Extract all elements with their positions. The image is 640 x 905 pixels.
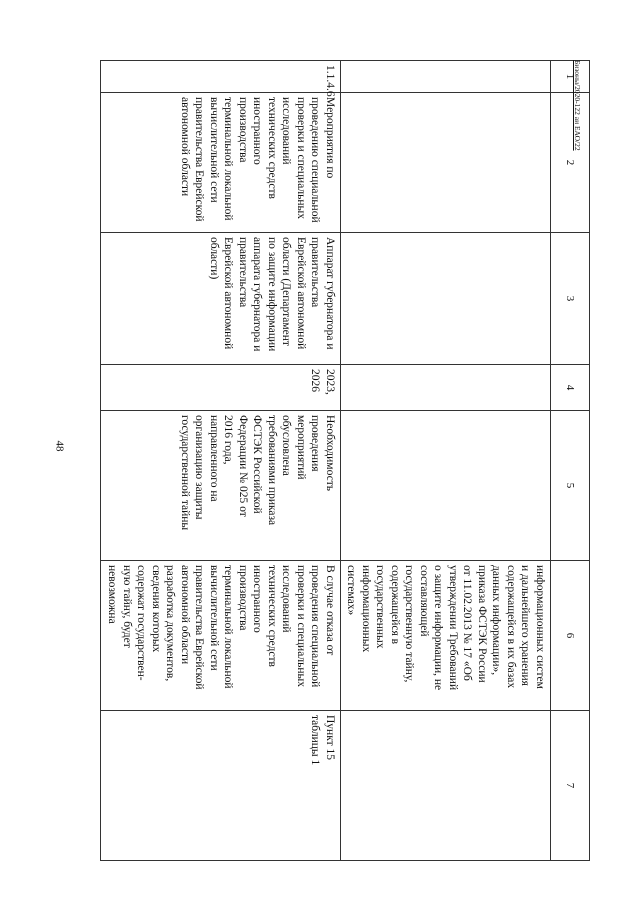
header-cell-1: 1	[551, 61, 590, 93]
cell-number	[341, 61, 551, 93]
cell-years: 2023, 2026	[101, 365, 341, 411]
table-row	[341, 61, 551, 861]
cell-number: 1.1.4.6	[101, 61, 341, 93]
cell-measure	[341, 93, 551, 233]
cell-consequences: информационных систем и дальнейшего хранения содержащейся в их базах данных информации», приказа ФСТЭК России от 11.02.2013 № 17 «Об утверждении Требований о защите информации, не составляющей государственную тайну, содержащейся в государственных информационных системах»	[341, 561, 551, 711]
document-footer-mark	[570, 60, 584, 270]
page-number: 48	[53, 440, 66, 452]
cell-years	[341, 365, 551, 411]
cell-reference	[341, 711, 551, 861]
header-cell-7: 7	[551, 711, 590, 861]
cell-executor: Аппарат губернатора и правительства Еврейской автономной области (Департамент по защите информации аппарата губернатора и правительства Еврейской автономной области)	[101, 233, 341, 365]
cell-justification	[341, 411, 551, 561]
header-cell-4: 4	[551, 365, 590, 411]
cell-reference: Пункт 15 таблицы 1	[101, 711, 341, 861]
header-cell-2: 2	[551, 93, 590, 233]
measures-table	[100, 60, 590, 861]
cell-executor	[341, 233, 551, 365]
header-cell-3: 3	[551, 233, 590, 365]
header-cell-6: 6	[551, 561, 590, 711]
header-cell-5: 5	[551, 411, 590, 561]
cell-consequences: В случае отказа от проведения специальной проверки и специальных исследований технических средств иностранного производства терминальной локальной вычислительной сети правительства Еврейской автономной области разработка документов, сведения которых содержат государствен- ную тайну, будет невозможна	[101, 561, 341, 711]
footer-mark-text: Бизоны/2020-122 аи ЕАО/22	[573, 60, 582, 151]
table-row	[101, 61, 341, 861]
cell-justification: Необходимость проведения мероприятий обусловлена требованиями приказа ФСТЭК Российской Федерации № 025 от 2016 года, направленного на организацию защиты государственной тайны	[101, 411, 341, 561]
cell-measure: Мероприятия по проведению специальной проверки и специальных исследований технических средств иностранного производства терминальной локальной вычислительной сети правительства Еврейской автономной области	[101, 93, 341, 233]
document-table-area	[100, 60, 590, 860]
